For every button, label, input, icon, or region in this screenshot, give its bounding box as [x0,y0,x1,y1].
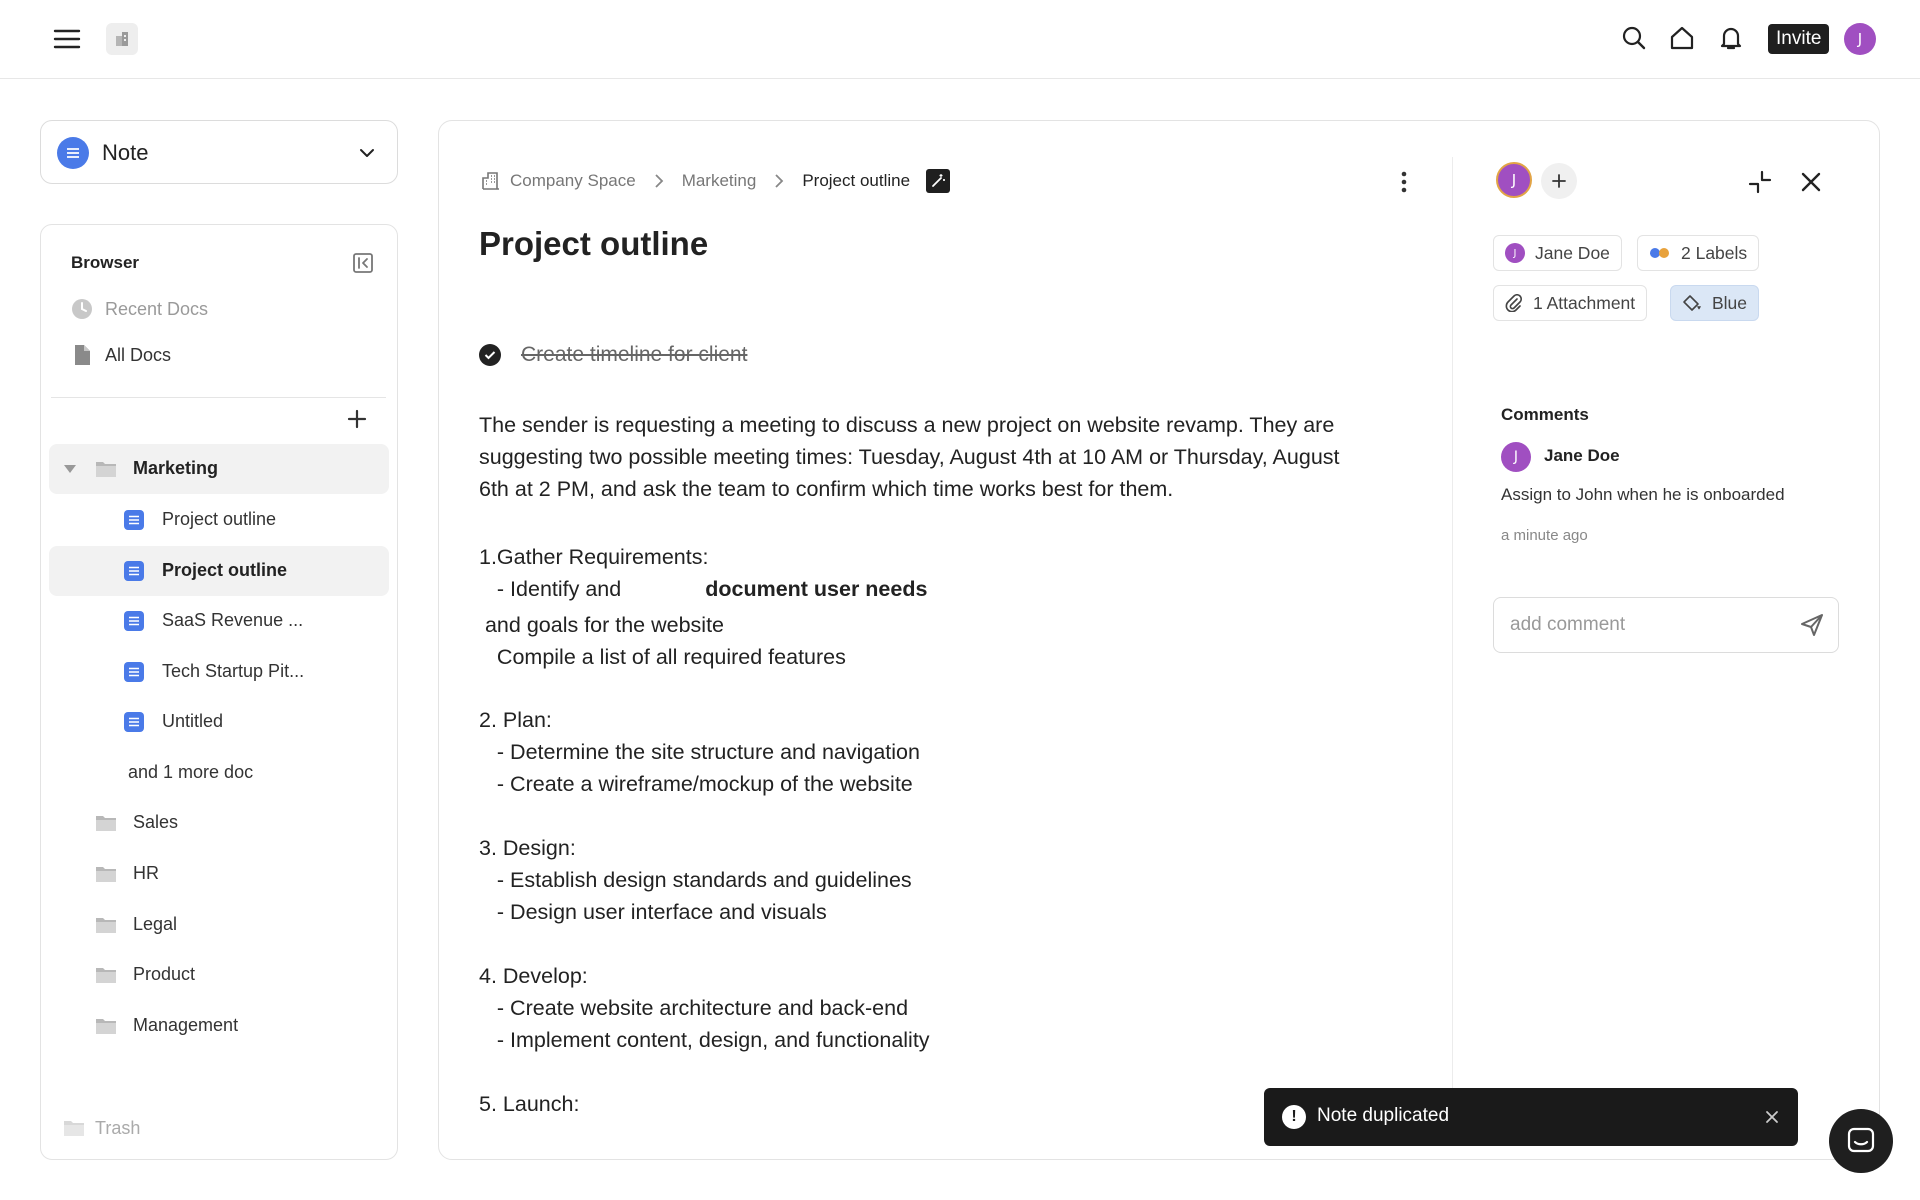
doc-label: Untitled [162,711,224,731]
folder-legal[interactable] [49,900,389,950]
doc-label: SaaS Revenue ... [162,610,304,630]
file-icon [71,344,93,366]
breadcrumb-section[interactable]: Marketing [681,171,757,190]
trash-label: Trash [95,1117,141,1138]
minimize-icon[interactable] [1745,167,1775,197]
building-icon [481,171,501,191]
sidebar-divider [51,397,386,398]
folder-sales[interactable] [49,798,389,848]
comments-heading: Comments [1501,405,1589,424]
section-heading: 4. Develop: [479,964,588,988]
top-bar [0,0,1920,79]
doc-label: Project outline [162,509,277,529]
clock-icon [71,298,93,320]
document-paragraph[interactable] [479,409,1340,505]
nav-all-docs[interactable] [71,340,171,370]
note-type-icon [57,137,89,169]
list-line: - Create a wireframe/mockup of the website [479,772,913,796]
attachment-chip[interactable] [1493,285,1647,321]
doc-type-select[interactable] [40,120,398,184]
doc-item[interactable] [49,495,389,545]
list-line: - Design user interface and visuals [479,900,827,924]
task-text[interactable]: Create timeline for client [521,343,748,366]
folder-hr[interactable] [49,849,389,899]
folder-label: Sales [133,812,179,832]
toast-close-icon[interactable] [1760,1105,1784,1129]
develop-section[interactable] [479,960,930,1056]
alert-icon: ! [1282,1105,1306,1129]
chip-label: 1 Attachment [1533,292,1636,313]
doc-item[interactable] [49,596,389,646]
user-avatar[interactable]: J [1844,23,1876,55]
assignee-chip[interactable] [1493,235,1622,271]
browser-sidebar [40,224,398,1160]
gather-section[interactable] [479,541,927,673]
section-heading: 1.Gather Requirements: [479,545,709,569]
folder-marketing[interactable] [49,444,389,494]
chip-label: Jane Doe [1535,242,1610,263]
launch-section[interactable] [479,1088,579,1120]
paperclip-icon [1505,294,1523,312]
folder-label: Marketing [133,458,219,478]
folder-icon [95,459,117,479]
add-folder-button[interactable] [343,405,371,433]
folder-icon [95,864,117,884]
task-item [479,343,747,367]
collapse-sidebar-icon[interactable] [351,251,375,275]
more-docs-link[interactable] [49,748,389,798]
doc-type-label: Note [102,140,149,165]
list-line: - Create website architecture and back-end [479,996,909,1020]
paint-bucket-icon [1682,294,1702,312]
folder-label: Legal [133,914,178,934]
section-heading: 3. Design: [479,836,576,860]
chip-label: Blue [1712,292,1748,313]
caret-down-icon[interactable] [63,464,77,474]
design-section[interactable] [479,832,912,928]
folder-management[interactable] [49,1001,389,1051]
doc-item[interactable] [49,647,389,697]
magic-wand-icon[interactable] [926,169,950,193]
assignee-avatar: J [1505,243,1525,263]
breadcrumb-space[interactable]: Company Space [510,171,636,190]
paragraph-line: suggesting two possible meeting times: Tuesday, August 4th at 10 AM or Thursday, August [479,445,1340,469]
comment-avatar: J [1501,442,1531,472]
nav-label: All Docs [105,344,172,365]
document-title[interactable]: Project outline [479,225,709,262]
folder-icon [95,965,117,985]
chevron-right-icon [774,174,784,188]
chip-label: 2 Labels [1681,242,1748,263]
nav-label: Recent Docs [105,298,209,319]
trash-item[interactable] [63,1113,140,1143]
doc-icon [124,510,144,530]
bold-phrase: document user needs [705,577,928,601]
comment-timestamp: a minute ago [1501,527,1588,544]
chat-launcher-button[interactable] [1829,1109,1893,1173]
folder-label: HR [133,863,159,883]
color-chip[interactable] [1670,285,1759,321]
folder-label: Management [133,1015,239,1035]
chevron-right-icon [654,174,664,188]
list-line: - Establish design standards and guidelines [479,868,912,892]
paragraph-line: 6th at 2 PM, and ask the team to confirm which time works best for them. [479,477,1174,501]
plan-section[interactable] [479,704,920,800]
panel-divider [1452,157,1453,1137]
list-line: - Implement content, design, and functionality [479,1028,930,1052]
folder-icon [95,915,117,935]
trash-folder-icon [63,1118,85,1138]
add-collaborator-button[interactable] [1541,163,1577,199]
doc-label: Tech Startup Pit... [162,661,305,681]
doc-icon [124,561,144,581]
list-line: - Identify and [479,577,622,601]
labels-chip[interactable] [1637,235,1759,271]
doc-icon [124,662,144,682]
search-icon[interactable] [1619,23,1649,53]
doc-icon [124,712,144,732]
folder-label: Product [133,964,196,984]
breadcrumb [481,169,950,193]
menu-icon[interactable] [50,24,84,54]
chevron-down-icon [357,143,377,163]
more-docs-label: and 1 more doc [128,762,254,782]
chat-icon [1846,1126,1876,1156]
browser-title: Browser [71,253,140,272]
collaborator-avatar[interactable]: J [1496,162,1532,198]
send-icon[interactable] [1799,612,1825,638]
close-icon[interactable] [1796,167,1826,197]
paragraph-line: The sender is requesting a meeting to discuss a new project on website revamp. They are [479,413,1335,437]
section-heading: 2. Plan: [479,708,552,732]
list-line: - Determine the site structure and navigation [479,740,920,764]
doc-item[interactable] [49,697,389,747]
toast-notification [1264,1088,1798,1146]
doc-icon [124,611,144,631]
folder-product[interactable] [49,950,389,1000]
invite-button[interactable]: Invite [1768,24,1829,54]
doc-label: Project outline [162,560,288,580]
doc-item-active[interactable] [49,546,389,596]
list-line: Compile a list of all required features [479,645,846,669]
building-icon[interactable] [106,23,138,55]
labels-dots-icon [1649,247,1671,259]
bell-icon[interactable] [1716,23,1746,53]
comment-input[interactable] [1493,597,1839,653]
comment-text: Assign to John when he is onboarded [1501,485,1785,504]
comment-author: Jane Doe [1544,446,1620,465]
checkbox-checked-icon[interactable] [479,344,501,366]
list-line: and goals for the website [479,613,725,637]
folder-icon [95,813,117,833]
document-card [438,120,1880,1160]
breadcrumb-current: Project outline [802,171,911,190]
section-heading: 5. Launch: [479,1092,580,1116]
home-icon[interactable] [1667,23,1697,53]
toast-message: Note duplicated [1317,1105,1450,1126]
nav-recent-docs[interactable] [71,294,208,324]
more-options-icon[interactable] [1389,167,1419,197]
folder-icon [95,1016,117,1036]
